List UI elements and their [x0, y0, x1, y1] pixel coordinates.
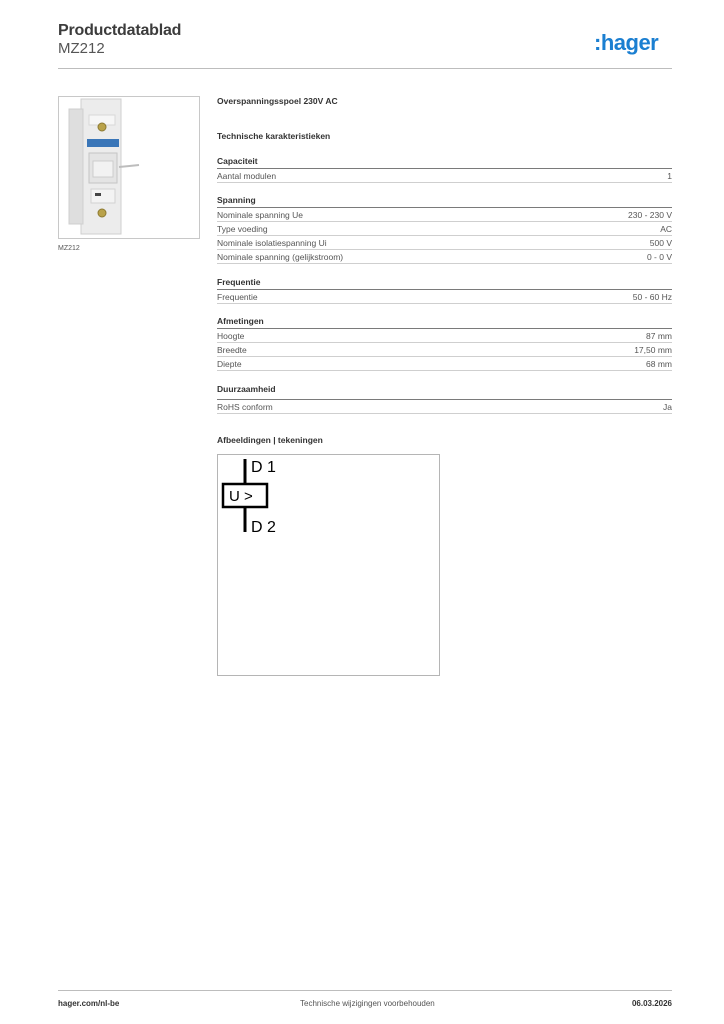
table-row [217, 400, 672, 414]
row-value: 17,50 mm [634, 345, 672, 355]
table-row [217, 343, 672, 357]
section-title-frequentie: Frequentie [217, 277, 261, 287]
row-label: Hoogte [217, 331, 245, 341]
row-value: 1 [667, 171, 672, 181]
row-value: 50 - 60 Hz [632, 292, 672, 302]
row-value: 87 mm [646, 331, 672, 341]
coil-symbol-label: U > [229, 488, 253, 505]
row-label: Nominale isolatiespanning Ui [217, 238, 327, 248]
page-title: Productdatablad [58, 22, 182, 39]
table-row [217, 169, 672, 183]
row-label: Diepte [217, 359, 242, 369]
section-title-capaciteit: Capaciteit [217, 156, 258, 166]
table-row [217, 290, 672, 304]
product-title: Overspanningsspoel 230V AC [217, 96, 338, 106]
drawings-heading: Afbeeldingen | tekeningen [217, 435, 323, 445]
row-label: Nominale spanning (gelijkstroom) [217, 252, 344, 262]
row-value: 0 - 0 V [646, 252, 672, 262]
footer-website-link[interactable]: hager.com/nl-be [58, 999, 120, 1008]
table-row [217, 250, 672, 264]
product-image [58, 96, 200, 239]
row-label: Breedte [217, 345, 247, 355]
row-label: RoHS conform [217, 402, 273, 412]
table-row [217, 208, 672, 222]
row-label: Nominale spanning Ue [217, 210, 303, 220]
footer-disclaimer: Technische wijzigingen voorbehouden [300, 999, 435, 1008]
photo-caption: MZ212 [58, 245, 80, 252]
page-subtitle: MZ212 [58, 40, 105, 57]
table-row [217, 357, 672, 371]
row-label: Type voeding [217, 224, 268, 234]
footer-divider [58, 990, 672, 991]
coil-symbol-diagram [218, 455, 439, 675]
row-label: Aantal modulen [217, 171, 277, 181]
header-divider [58, 68, 672, 69]
table-row [217, 236, 672, 250]
row-value: 230 - 230 V [628, 210, 672, 220]
product-illustration [59, 97, 199, 238]
footer-date: 06.03.2026 [631, 999, 672, 1008]
hager-logo [594, 29, 674, 57]
tech-heading: Technische karakteristieken [217, 131, 331, 141]
row-label: Frequentie [217, 292, 258, 302]
section-title-duurzaamheid: Duurzaamheid [217, 384, 276, 394]
table-row [217, 222, 672, 236]
section-title-spanning: Spanning [217, 195, 256, 205]
row-value: Ja [663, 402, 672, 412]
row-value: 500 V [649, 238, 672, 248]
wiring-diagram [217, 454, 440, 676]
terminal-d2: D 2 [251, 519, 276, 536]
terminal-d1: D 1 [251, 459, 276, 476]
row-value: 68 mm [646, 359, 672, 369]
section-title-afmetingen: Afmetingen [217, 316, 264, 326]
row-value: AC [660, 224, 672, 234]
table-row [217, 329, 672, 343]
hager-logo-text: :hager [594, 30, 659, 55]
